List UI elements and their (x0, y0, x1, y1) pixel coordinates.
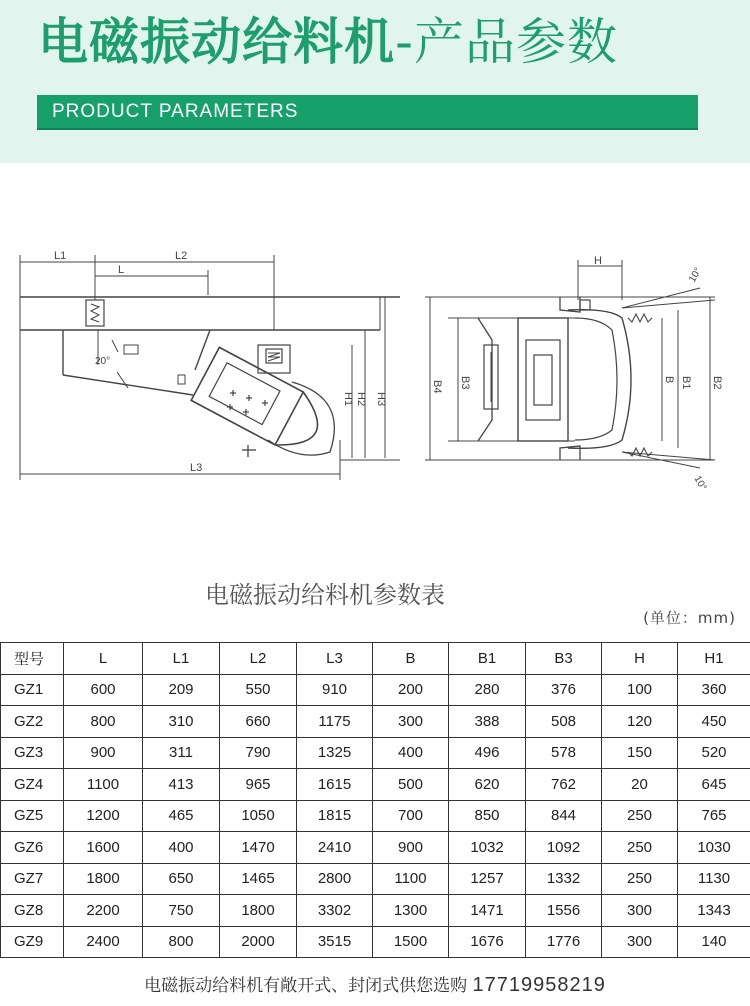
unit-label: (单位：mm) (643, 609, 736, 627)
label-B2: B2 (711, 376, 723, 390)
value-cell: 550 (220, 674, 297, 706)
value-cell: 500 (373, 769, 449, 801)
value-cell: 3302 (297, 895, 373, 927)
table-row (1, 863, 750, 895)
value-cell: 1776 (526, 926, 602, 958)
value-cell: 360 (678, 674, 750, 706)
value-cell: 508 (526, 706, 602, 738)
value-cell: 1800 (220, 895, 297, 927)
value-cell: 20 (602, 769, 678, 801)
value-cell: 300 (373, 706, 449, 738)
dimension-drawing (0, 240, 750, 500)
value-cell: 660 (220, 706, 297, 738)
value-cell: 800 (64, 706, 143, 738)
value-cell: 650 (143, 863, 220, 895)
table-row (1, 737, 750, 769)
value-cell: 1600 (64, 832, 143, 864)
value-cell: 765 (678, 800, 750, 832)
footer-text: 电磁振动给料机有敞开式、封闭式供您选购 (144, 976, 468, 996)
value-cell: 910 (297, 674, 373, 706)
footer (0, 972, 750, 999)
col-header: L (64, 643, 143, 675)
label-B: B (663, 376, 675, 384)
value-cell: 250 (602, 832, 678, 864)
label-angle-top: 10° (687, 265, 705, 285)
value-cell: 1471 (449, 895, 526, 927)
value-cell: 750 (143, 895, 220, 927)
label-L1: L1 (54, 250, 67, 262)
value-cell: 300 (602, 895, 678, 927)
table-title: 电磁振动给料机参数表 (205, 581, 445, 609)
value-cell: 1556 (526, 895, 602, 927)
title-main: 电磁振动给料机 (38, 13, 395, 71)
value-cell: 209 (143, 674, 220, 706)
col-header: H1 (678, 643, 750, 675)
value-cell: 578 (526, 737, 602, 769)
value-cell: 2200 (64, 895, 143, 927)
label-H1: H1 (342, 392, 354, 407)
table-row (1, 769, 750, 801)
value-cell: 388 (449, 706, 526, 738)
value-cell: 400 (143, 832, 220, 864)
label-angle-20: 20° (95, 356, 111, 367)
subtitle-bar (37, 95, 698, 128)
value-cell: 100 (602, 674, 678, 706)
label-B4: B4 (431, 380, 443, 394)
model-cell: GZ7 (1, 863, 64, 895)
col-header: B (373, 643, 449, 675)
value-cell: 965 (220, 769, 297, 801)
model-cell: GZ8 (1, 895, 64, 927)
value-cell: 2800 (297, 863, 373, 895)
table-row (1, 674, 750, 706)
value-cell: 1615 (297, 769, 373, 801)
value-cell: 300 (602, 926, 678, 958)
value-cell: 413 (143, 769, 220, 801)
table-row (1, 832, 750, 864)
value-cell: 1032 (449, 832, 526, 864)
side-view (20, 250, 400, 480)
label-B3: B3 (459, 376, 471, 390)
col-header: B1 (449, 643, 526, 675)
value-cell: 1332 (526, 863, 602, 895)
value-cell: 250 (602, 800, 678, 832)
value-cell: 1500 (373, 926, 449, 958)
col-header: L2 (220, 643, 297, 675)
table-row (1, 926, 750, 958)
value-cell: 600 (64, 674, 143, 706)
value-cell: 1300 (373, 895, 449, 927)
label-H-front: H (594, 255, 602, 267)
value-cell: 140 (678, 926, 750, 958)
value-cell: 1100 (64, 769, 143, 801)
value-cell: 800 (143, 926, 220, 958)
value-cell: 496 (449, 737, 526, 769)
page-title (38, 10, 618, 74)
value-cell: 1325 (297, 737, 373, 769)
model-cell: GZ1 (1, 674, 64, 706)
value-cell: 376 (526, 674, 602, 706)
value-cell: 450 (678, 706, 750, 738)
value-cell: 310 (143, 706, 220, 738)
model-cell: GZ5 (1, 800, 64, 832)
value-cell: 1100 (373, 863, 449, 895)
value-cell: 900 (64, 737, 143, 769)
col-header: B3 (526, 643, 602, 675)
front-view (425, 255, 723, 493)
value-cell: 900 (373, 832, 449, 864)
value-cell: 762 (526, 769, 602, 801)
value-cell: 520 (678, 737, 750, 769)
value-cell: 850 (449, 800, 526, 832)
value-cell: 2410 (297, 832, 373, 864)
label-L2: L2 (175, 250, 188, 262)
footer-phone: 17719958219 (472, 974, 606, 996)
value-cell: 200 (373, 674, 449, 706)
value-cell: 700 (373, 800, 449, 832)
value-cell: 1676 (449, 926, 526, 958)
value-cell: 2000 (220, 926, 297, 958)
value-cell: 400 (373, 737, 449, 769)
value-cell: 1050 (220, 800, 297, 832)
label-L: L (118, 264, 125, 276)
value-cell: 645 (678, 769, 750, 801)
header-banner (0, 0, 750, 163)
model-cell: GZ9 (1, 926, 64, 958)
value-cell: 1343 (678, 895, 750, 927)
table-header-row (1, 643, 750, 675)
label-H3: H3 (375, 392, 387, 407)
value-cell: 1030 (678, 832, 750, 864)
value-cell: 1200 (64, 800, 143, 832)
model-cell: GZ6 (1, 832, 64, 864)
value-cell: 1465 (220, 863, 297, 895)
value-cell: 1815 (297, 800, 373, 832)
label-H2: H2 (355, 392, 367, 407)
label-angle-bottom: 10° (691, 474, 709, 493)
table-row (1, 706, 750, 738)
table-row (1, 800, 750, 832)
value-cell: 311 (143, 737, 220, 769)
value-cell: 1800 (64, 863, 143, 895)
value-cell: 1092 (526, 832, 602, 864)
value-cell: 2400 (64, 926, 143, 958)
label-L3: L3 (190, 462, 203, 474)
value-cell: 465 (143, 800, 220, 832)
value-cell: 120 (602, 706, 678, 738)
value-cell: 1257 (449, 863, 526, 895)
value-cell: 620 (449, 769, 526, 801)
col-header: 型号 (1, 643, 64, 675)
value-cell: 3515 (297, 926, 373, 958)
col-header: H (602, 643, 678, 675)
col-header: L3 (297, 643, 373, 675)
value-cell: 844 (526, 800, 602, 832)
table-body (1, 674, 750, 958)
value-cell: 250 (602, 863, 678, 895)
parameter-table (0, 642, 750, 958)
subtitle-text: PRODUCT PARAMETERS (52, 101, 299, 122)
col-header: L1 (143, 643, 220, 675)
table-row (1, 895, 750, 927)
model-cell: GZ3 (1, 737, 64, 769)
label-B1: B1 (680, 376, 692, 390)
value-cell: 1470 (220, 832, 297, 864)
model-cell: GZ2 (1, 706, 64, 738)
title-sub: -产品参数 (395, 13, 619, 71)
value-cell: 790 (220, 737, 297, 769)
value-cell: 1175 (297, 706, 373, 738)
value-cell: 280 (449, 674, 526, 706)
value-cell: 150 (602, 737, 678, 769)
model-cell: GZ4 (1, 769, 64, 801)
value-cell: 1130 (678, 863, 750, 895)
